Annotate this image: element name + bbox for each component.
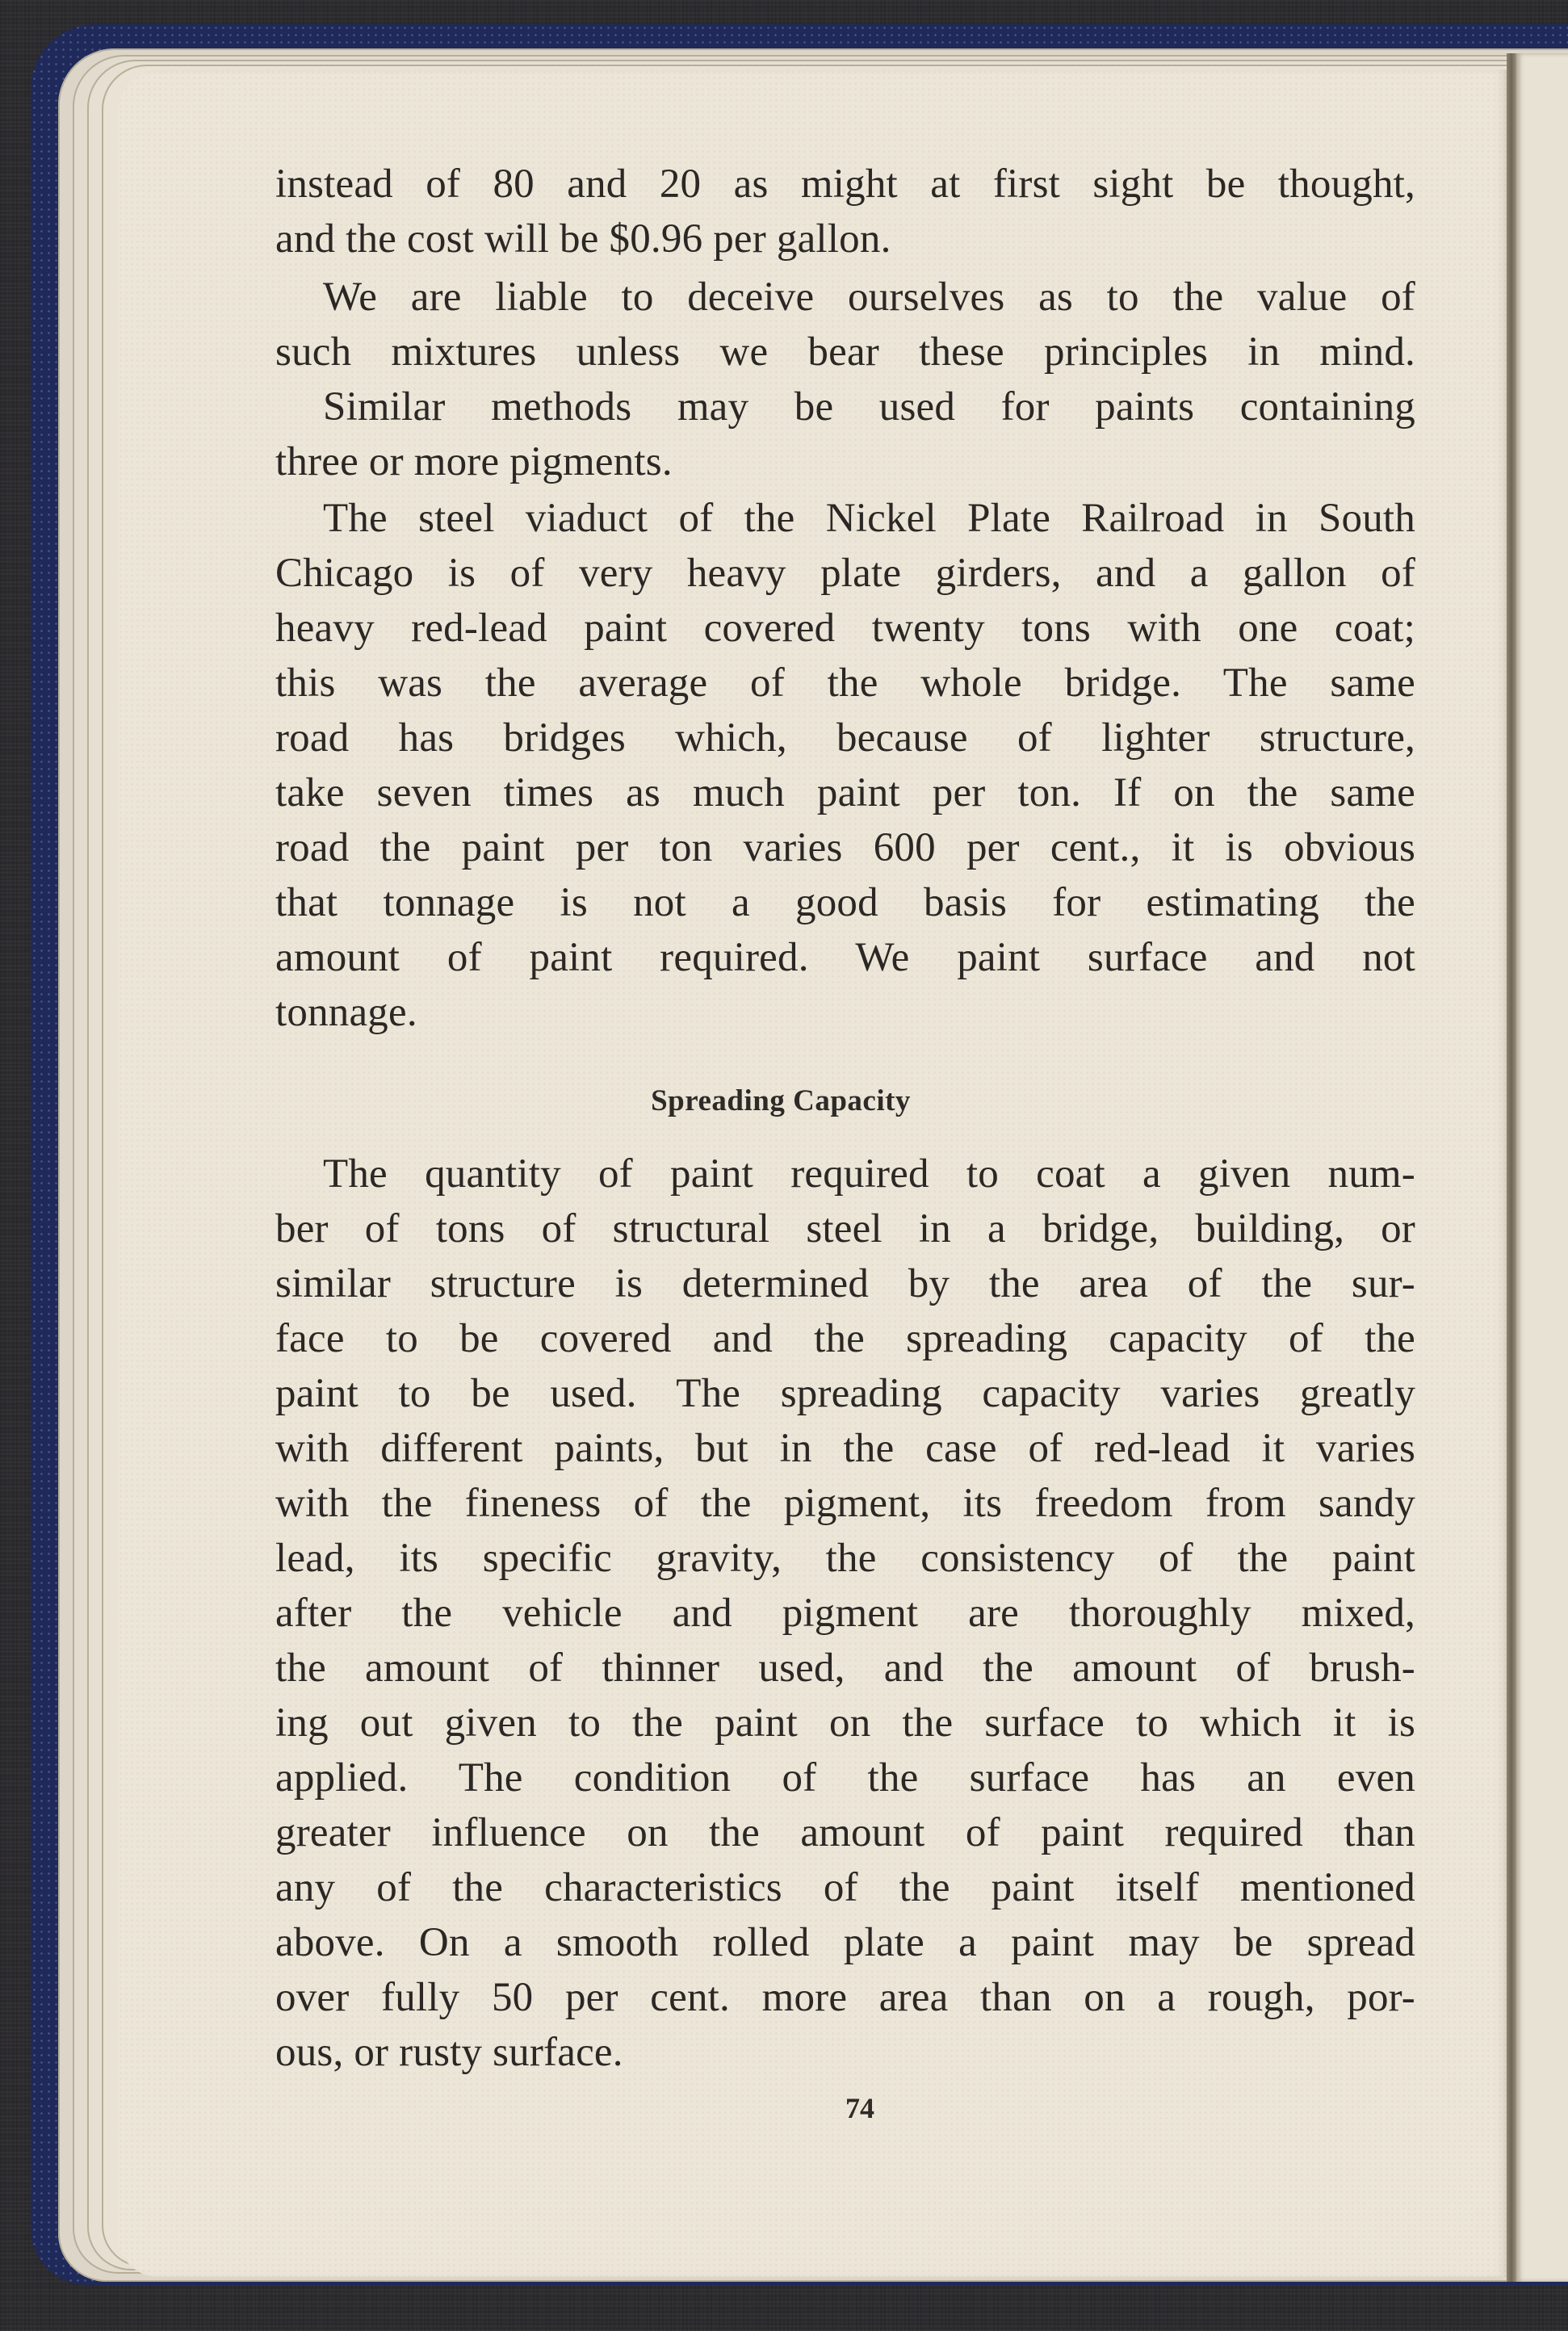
text-line: The quantity of paint required to coat a given num-	[323, 1151, 1415, 1197]
text-line: and the cost will be $0.96 per gallon.	[275, 216, 891, 262]
text-line: ous, or rusty surface.	[275, 2030, 623, 2075]
text-line: tonnage.	[275, 990, 417, 1035]
text-line: three or more pigments.	[275, 439, 673, 484]
text-line: any of the characteristics of the paint itself mentioned	[275, 1865, 1415, 1910]
text-line: road the paint per ton varies 600 per cent., it is obvious	[275, 825, 1415, 870]
text-line: above. On a smooth rolled plate a paint may be spread	[275, 1920, 1415, 1965]
section-heading	[0, 1084, 1568, 1118]
text-line: paint to be used. The spreading capacity varies greatly	[275, 1371, 1415, 1416]
text-line: ber of tons of structural steel in a bridge, building, or	[275, 1206, 1415, 1251]
text-line: take seven times as much paint per ton. If on the same	[275, 770, 1415, 815]
text-line: ing out given to the paint on the surface to which it is	[275, 1700, 1415, 1746]
text-line: with different paints, but in the case of red-lead it varies	[275, 1426, 1415, 1471]
text-line: with the fineness of the pigment, its freedom from sandy	[275, 1481, 1415, 1526]
text-line: We are liable to deceive ourselves as to the value of	[323, 275, 1415, 320]
text-line: after the vehicle and pigment are thoroughly mixed,	[275, 1591, 1415, 1636]
text-line: greater influence on the amount of paint required than	[275, 1810, 1415, 1855]
text-line: lead, its specific gravity, the consistency of the paint	[275, 1536, 1415, 1581]
text-line: road has bridges which, because of lighter structure,	[275, 715, 1415, 761]
text-line: instead of 80 and 20 as might at first sight be thought,	[275, 161, 1415, 207]
text-line: this was the average of the whole bridge. The same	[275, 660, 1415, 706]
text-line: Similar methods may be used for paints containing	[323, 384, 1415, 430]
page-number: 74	[845, 2092, 874, 2124]
section-heading-text: Spreading Capacity	[651, 1084, 911, 1117]
text-line: the amount of thinner used, and the amount of brush-	[275, 1646, 1415, 1691]
text-line: over fully 50 per cent. more area than on a rough, por-	[275, 1975, 1415, 2020]
text-line: similar structure is determined by the area of the sur-	[275, 1261, 1415, 1306]
text-line: applied. The condition of the surface has an even	[275, 1755, 1415, 1801]
text-line: Chicago is of very heavy plate girders, and a gallon of	[275, 551, 1415, 596]
text-line: such mixtures unless we bear these principles in mind.	[275, 329, 1415, 375]
text-line: that tonnage is not a good basis for estimating the	[275, 880, 1415, 925]
text-line: amount of paint required. We paint surface and not	[275, 935, 1415, 980]
text-line: heavy red-lead paint covered twenty tons with one coat;	[275, 606, 1415, 651]
text-line: The steel viaduct of the Nickel Plate Railroad in South	[323, 496, 1415, 541]
text-line: face to be covered and the spreading capacity of the	[275, 1316, 1415, 1361]
